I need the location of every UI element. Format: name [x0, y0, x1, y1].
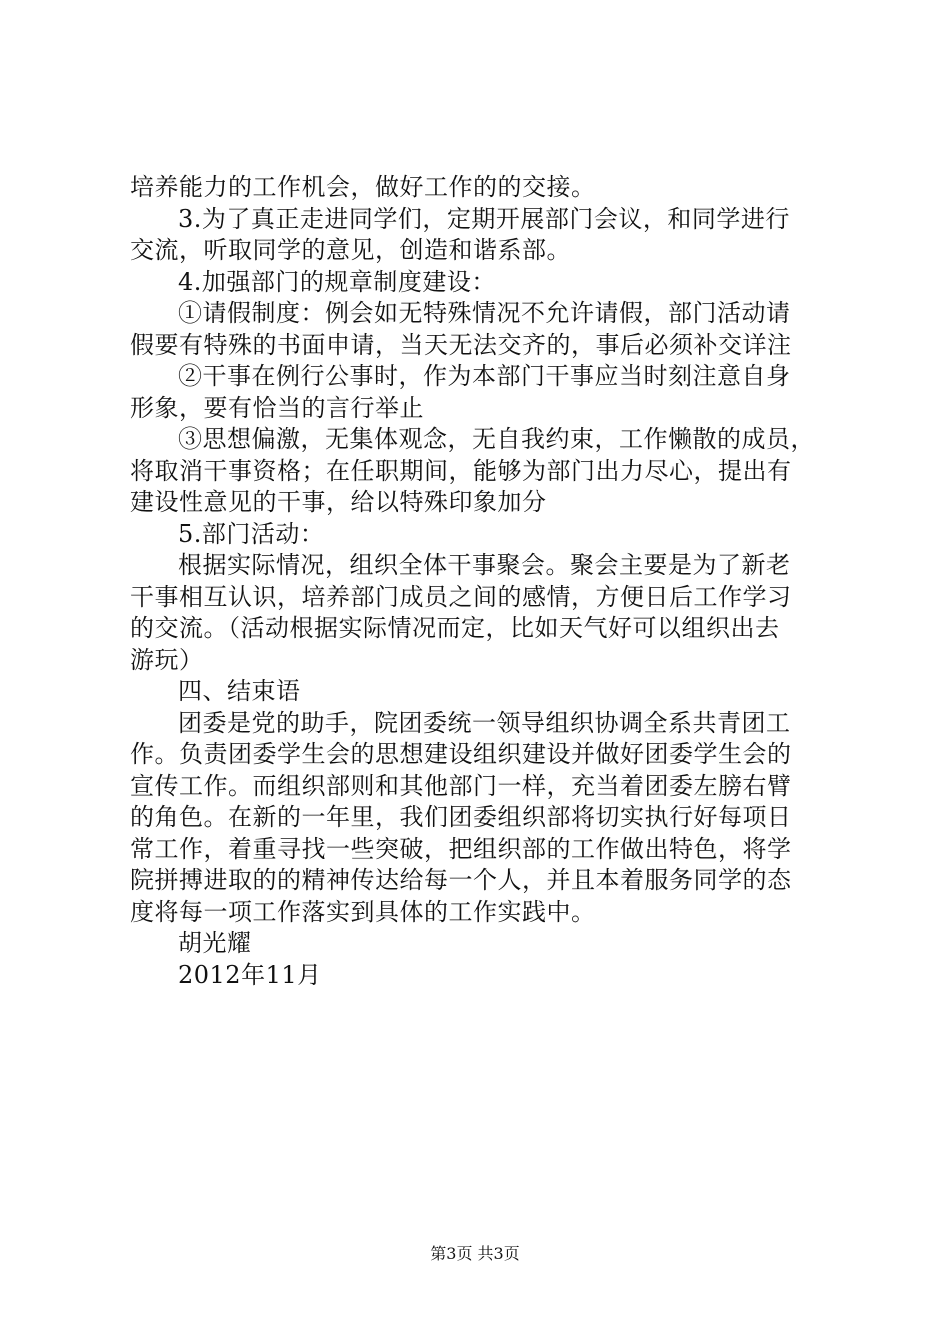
page-footer: 第3页 共3页 — [430, 1244, 520, 1263]
text-line: 5.部门活动： — [178, 519, 325, 548]
text-line: 的角色。在新的一年里，我们团委组织部将切实执行好每项日 — [130, 803, 792, 831]
text-line: 培养能力的工作机会，做好工作的的交接。 — [130, 173, 596, 201]
text-line: ①请假制度：例会如无特殊情况不允许请假，部门活动请 — [178, 299, 791, 327]
text-line: 游玩） — [130, 645, 204, 674]
text-line: 院拼搏进取的的精神传达给每一个人，并且本着服务同学的态 — [130, 866, 792, 894]
text-line: 四、结束语 — [178, 677, 301, 705]
text-line: 假要有特殊的书面申请，当天无法交齐的，事后必须补交详注 — [130, 330, 792, 359]
text-line: 作。负责团委学生会的思想建设组织建设并做好团委学生会的 — [130, 740, 792, 768]
text-line: 常工作，着重寻找一些突破，把组织部的工作做出特色，将学 — [130, 834, 792, 863]
text-line: 度将每一项工作落实到具体的工作实践中。 — [130, 897, 596, 926]
text-line: 形象，要有恰当的言行举止 — [130, 393, 424, 422]
text-line: 团委是党的助手，院团委统一领导组织协调全系共青团工 — [178, 708, 791, 737]
text-line: 3.为了真正走进同学们，定期开展部门会议，和同学进行 — [178, 204, 790, 233]
text-line: 的交流。（活动根据实际情况而定，比如天气好可以组织出去 — [130, 614, 780, 642]
text-line: 建设性意见的干事，给以特殊印象加分 — [130, 488, 547, 516]
text-line: 4.加强部门的规章制度建设： — [178, 267, 496, 296]
document-body — [130, 172, 830, 991]
text-line: 胡光耀 — [178, 929, 252, 957]
text-line: 根据实际情况，组织全体干事聚会。聚会主要是为了新老 — [178, 551, 791, 579]
text-line: ③思想偏激，无集体观念，无自我约束，工作懒散的成员， — [178, 425, 815, 453]
text-line: 交流，听取同学的意见，创造和谐系部。 — [130, 236, 571, 264]
text-line: 2012年11月 — [178, 960, 322, 989]
text-line: ②干事在例行公事时，作为本部门干事应当时刻注意自身 — [178, 362, 791, 390]
text-line: 将取消干事资格；在任职期间，能够为部门出力尽心，提出有 — [130, 456, 792, 485]
text-line: 干事相互认识，培养部门成员之间的感情，方便日后工作学习 — [130, 582, 792, 611]
text-line: 宣传工作。而组织部则和其他部门一样，充当着团委左膀右臂 — [130, 771, 792, 800]
